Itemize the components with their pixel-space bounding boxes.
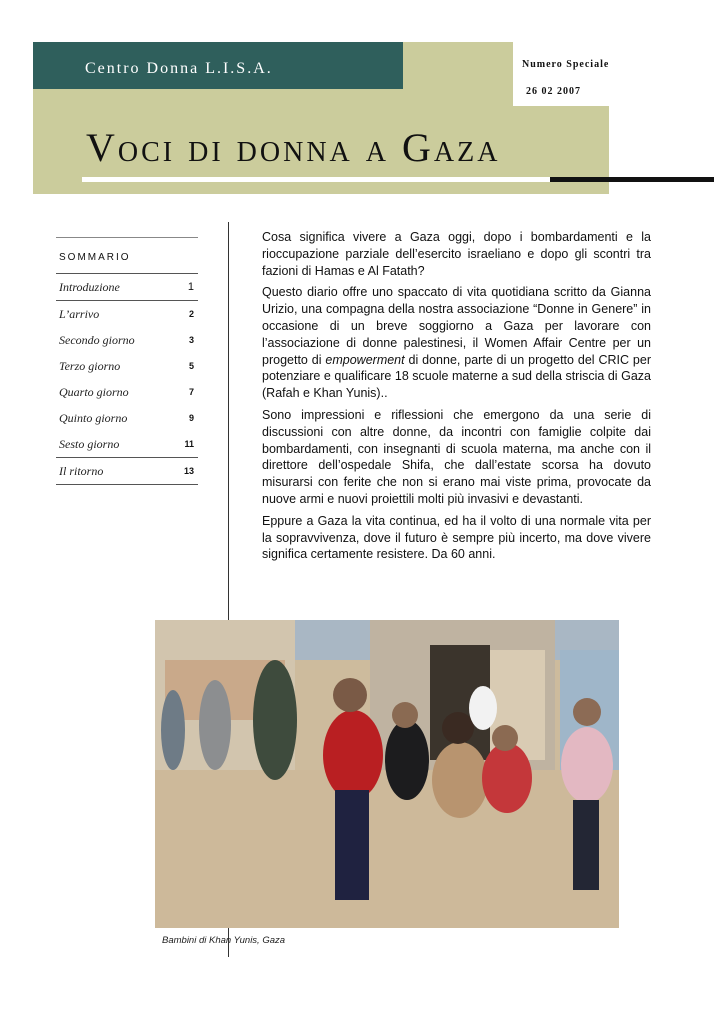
toc-item-title: Quarto giorno: [59, 384, 129, 399]
toc-item-page: 1: [187, 281, 194, 293]
toc-item[interactable]: [56, 353, 198, 379]
toc-item[interactable]: [56, 405, 198, 431]
toc-item-page: 2: [188, 309, 194, 319]
toc-item-page: 11: [184, 439, 194, 449]
toc-item-title: Sesto giorno: [59, 436, 120, 451]
toc-item[interactable]: [56, 274, 198, 301]
title-rule: [82, 177, 550, 182]
toc-label: SOMMARIO: [56, 238, 198, 274]
photo-illustration: [155, 620, 619, 928]
toc-item-title: L’arrivo: [59, 306, 100, 321]
toc-item-title: Terzo giorno: [59, 358, 121, 373]
toc-item-page: 9: [188, 413, 194, 423]
article-paragraph: Cosa significa vivere a Gaza oggi, dopo i bombardamenti e la rioccupazione parziale dell’esercito israeliano e dopo gli scontri tra fazioni di Hamas e Al Fatath?: [262, 230, 651, 278]
toc-item-page: 7: [188, 387, 194, 397]
toc-item-page: 13: [183, 466, 194, 476]
article-paragraph: [262, 284, 651, 402]
page-title: Voci di donna a Gaza: [86, 125, 501, 170]
toc-item-title: Secondo giorno: [59, 332, 135, 347]
toc-item[interactable]: [56, 458, 198, 485]
article-text: Questo diario offre uno spaccato di vita quotidiana scritto da Gianna Urizio, una compagna della nostra associazione “Donne in Genere” in occasione di un breve soggiorno a Gaza per lavorare con l’associazione di donne palestinesi, il Women Affair Centre per un progetto di: [262, 285, 651, 367]
toc-item[interactable]: [56, 301, 198, 327]
toc-item-title: Introduzione: [59, 279, 120, 294]
organization-name: Centro Donna L.I.S.A.: [85, 60, 273, 77]
toc-item[interactable]: [56, 327, 198, 353]
toc-item-title: Quinto giorno: [59, 410, 128, 425]
toc-item[interactable]: [56, 431, 198, 458]
toc-item-page: 5: [188, 361, 194, 371]
toc-item-title: Il ritorno: [59, 463, 104, 478]
article-paragraph: Sono impressioni e riflessioni che emergono da una serie di discussioni con altre donne, da incontri con famiglie colpite dai bombardamenti, con insegnanti di scuola materna, ma anche con il direttore dell’ospedale Shifa, che dall’estate scorsa ha dovuto misurarsi con ferite che non si erano mai viste prima, provocate da nuove armi e nuovi proiettili molti più invasivi e devastanti.: [262, 407, 651, 506]
article-text: di donne, parte di un progetto del CRIC per potenziare e qualificare 18 scuole materne a sud della striscia di Gaza (Rafah e Khan Yunis)..: [262, 352, 651, 401]
toc-item[interactable]: [56, 379, 198, 405]
issue-date: 26 02 2007: [526, 86, 581, 97]
article-paragraph: Eppure a Gaza la vita continua, ed ha il volto di una normale vita per la sopravvivenza, dove il futuro è sempre più incerto, ma dove vivere significa certamente resistere. Da 60 anni.: [262, 513, 651, 562]
article-body: [262, 229, 651, 568]
title-rule-accent: [550, 177, 714, 182]
photo-caption: Bambini di Khan Yunis, Gaza: [162, 935, 286, 946]
toc-item-page: 3: [188, 335, 194, 345]
children-photo: [155, 620, 619, 928]
table-of-contents: [56, 237, 198, 485]
article-emphasis: empowerment: [325, 352, 405, 367]
issue-type: Numero Speciale: [522, 59, 610, 70]
